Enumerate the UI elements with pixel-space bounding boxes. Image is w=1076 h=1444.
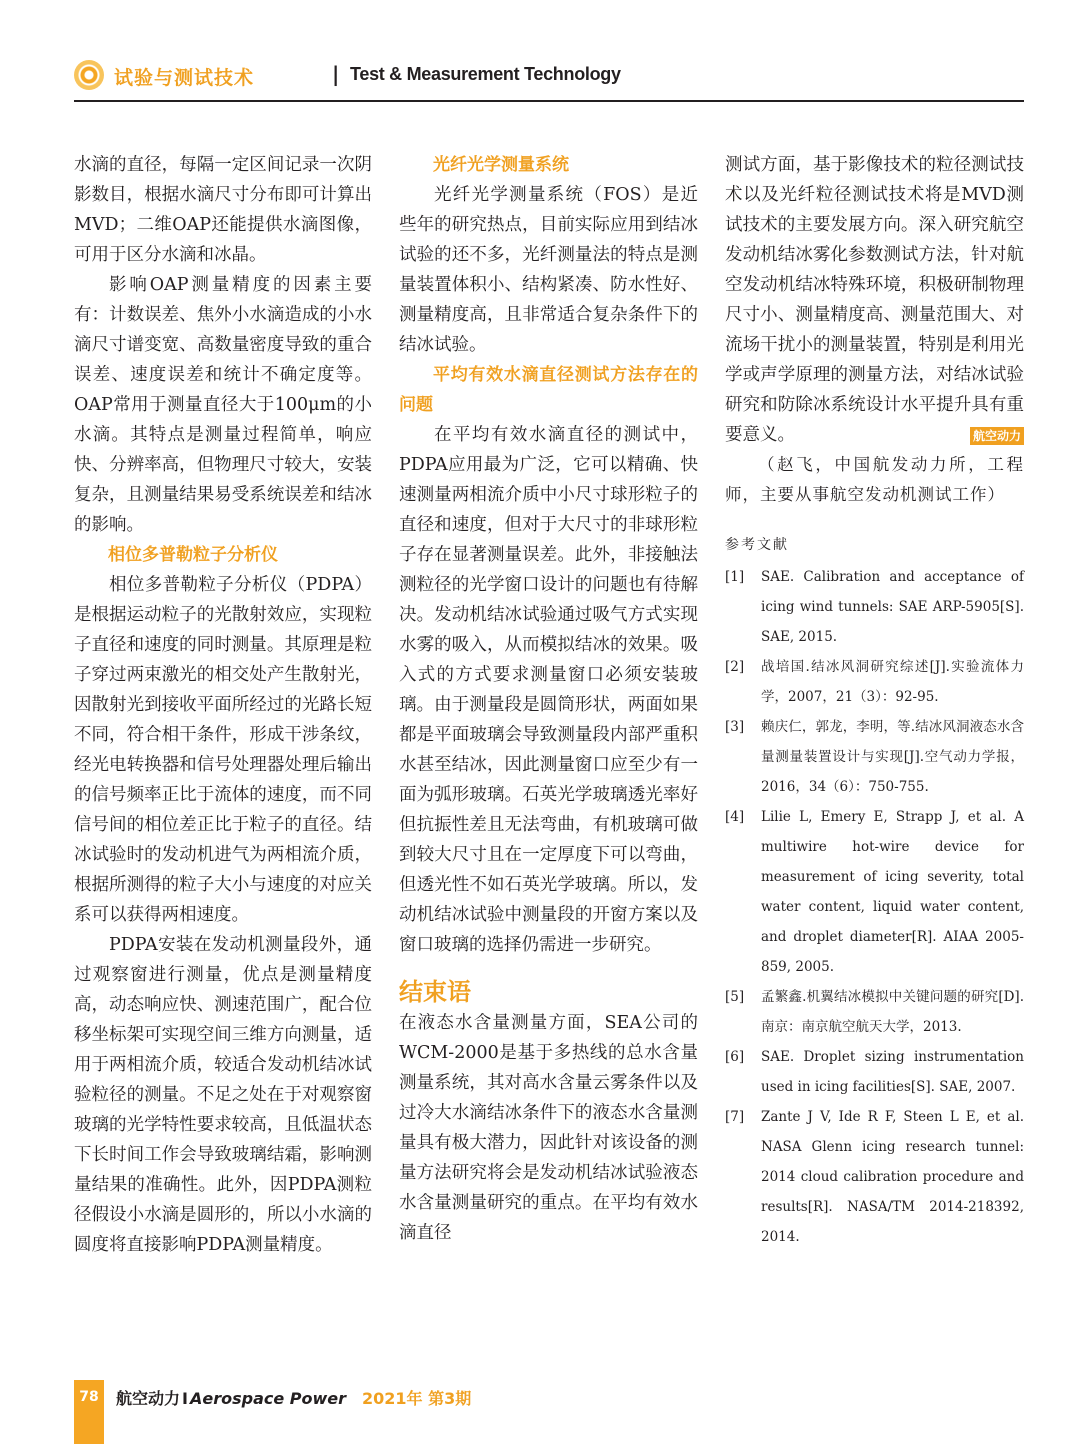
reference-item xyxy=(725,802,1024,982)
column-left xyxy=(74,150,372,1260)
column-right xyxy=(725,150,1024,1252)
reference-item xyxy=(725,712,1024,802)
reference-number: [7] xyxy=(725,1109,745,1125)
paragraph: 相位多普勒粒子分析仪（PDPA）是根据运动粒子的光散射效应，实现粒子直径和速度的同时测量。其原理是粒子穿过两束激光的相交处产生散射光，因散射光到接收平面所经过的光路长短不同，符合相干条件，形成干涉条纹，经光电转换器和信号处理器处理后输出的信号频率正比于流体的速度，而不同信号间的相位差正比于粒子的直径。结冰试验时的发动机进气为两相流介质，根据所测得的粒子大小与速度的对应关系可以获得两相速度。 xyxy=(74,575,372,925)
paragraph xyxy=(725,150,1024,450)
end-mark-badge: 航空动力 xyxy=(970,427,1024,445)
issue-label: 2021年 第3期 xyxy=(362,1389,472,1408)
paragraph: 光纤光学测量系统（FOS）是近些年的研究热点，目前实际应用到结冰试验的还不多，光纤测量法的特点是测量装置体积小、结构紧凑、防水性好、测量精度高，且非常适合复杂条件下的结冰试验。 xyxy=(399,185,698,355)
reference-text: 赖庆仁，郭龙，李明，等.结冰风洞液态水含量测量装置设计与实现[J].空气动力学报，2016，34（6）：750-755. xyxy=(761,719,1024,795)
reference-item xyxy=(725,1042,1024,1102)
reference-item xyxy=(725,1102,1024,1252)
page-number: 78 xyxy=(74,1380,104,1444)
reference-number: [1] xyxy=(725,569,745,585)
references-title: 参考文献 xyxy=(725,537,789,553)
reference-number: [2] xyxy=(725,659,745,675)
section-heading: 结束语 xyxy=(399,978,471,1006)
reference-item xyxy=(725,562,1024,652)
references-list xyxy=(725,562,1024,1252)
paragraph: 影响OAP测量精度的因素主要有：计数误差、焦外小水滴造成的小水滴尺寸谱变宽、高数量密度导致的重合误差、速度误差和统计不确定度等。OAP常用于测量直径大于100μm的小水滴。其特点是测量过程简单，响应快、分辨率高，但物理尺寸较大，安装复杂，且测量结果易受系统误差和结冰的影响。 xyxy=(74,275,372,535)
magazine-name-en: Aerospace Power xyxy=(189,1389,347,1408)
reference-number: [6] xyxy=(725,1049,745,1065)
section-title-cn: 试验与测试技术 xyxy=(114,67,255,89)
paragraph-text: 测试方面，基于影像技术的粒径测试技术以及光纤粒径测试技术将是MVD测试技术的主要发展方向。深入研究航空发动机结冰雾化参数测试方法，针对航空发动机结冰特殊环境，积极研制物理尺寸小、测量精度高、测量范围大、对流场干扰小的测量装置，特别是利用光学或声学原理的测量方法，对结冰试验研究和防除冰系统设计水平提升具有重要意义。 xyxy=(725,155,1024,445)
paragraph: 在液态水含量测量方面，SEA公司的WCM-2000是基于多热线的总水含量测量系统，其对高水含量云雾条件以及过冷大水滴结冰条件下的液态水含量测量具有极大潜力，因此针对该设备的测量方法研究将会是发动机结冰试验液态水含量测量研究的重点。在平均有效水滴直径 xyxy=(399,1013,698,1243)
magazine-name-separator: I xyxy=(182,1389,188,1408)
author-note: （赵飞，中国航发动力所，工程师，主要从事航空发动机测试工作） xyxy=(725,455,1024,504)
magazine-name-cn: 航空动力 xyxy=(116,1389,181,1408)
paragraph: 在平均有效水滴直径的测试中，PDPA应用最为广泛，它可以精确、快速测量两相流介质中小尺寸球形粒子的直径和速度，但对于大尺寸的非球形粒子存在显著测量误差。此外，非接触法测粒径的光学窗口设计的问题也有待解决。发动机结冰试验通过吸气方式实现水雾的吸入，从而模拟结冰的效果。吸入式的方式要求测量窗口必须安装玻璃。由于测量段是圆筒形状，两面如果都是平面玻璃会导致测量段内部严重积水甚至结冰，因此测量窗口应至少有一面为弧形玻璃。石英光学玻璃透光率好但抗振性差且无法弯曲，有机玻璃可做到较大尺寸且在一定厚度下可以弯曲，但透光性不如石英光学玻璃。所以，发动机结冰试验中测量段的开窗方案以及窗口玻璃的选择仍需进一步研究。 xyxy=(399,425,698,955)
subheading: 光纤光学测量系统 xyxy=(433,155,569,175)
magazine-name xyxy=(116,1386,346,1409)
reference-text: Zante J V, Ide R F, Steen L E, et al. NASA Glenn icing research tunnel: 2014 cloud calibration procedure and results[R]. NASA/TM 2014-218392, 2014. xyxy=(761,1109,1024,1245)
paragraph: PDPA安装在发动机测量段外，通过观察窗进行测量，优点是测量精度高，动态响应快、测速范围广，配合位移坐标架可实现空间三维方向测量，适用于两相流介质，较适合发动机结冰试验粒径的测量。不足之处在于对观察窗玻璃的光学特性要求较高，且低温状态下长时间工作会导致玻璃结霜，影响测量结果的准确性。此外，因PDPA测粒径假设小水滴是圆形的，所以小水滴的圆度将直接影响PDPA测量精度。 xyxy=(74,935,372,1255)
section-logo-icon xyxy=(74,60,104,90)
reference-number: [4] xyxy=(725,809,745,825)
subheading: 相位多普勒粒子分析仪 xyxy=(108,545,278,565)
section-title-separator: | xyxy=(332,62,340,86)
reference-text: 孟繁鑫.机翼结冰模拟中关键问题的研究[D].南京：南京航空航天大学，2013. xyxy=(761,989,1024,1035)
paragraph: 水滴的直径，每隔一定区间记录一次阴影数目，根据水滴尺寸分布即可计算出MVD；二维OAP还能提供水滴图像，可用于区分水滴和冰晶。 xyxy=(74,155,372,265)
reference-text: 战培国.结冰风洞研究综述[J].实验流体力学，2007，21（3）：92-95. xyxy=(761,659,1024,705)
reference-item xyxy=(725,652,1024,712)
reference-text: SAE. Droplet sizing instrumentation used in icing facilities[S]. SAE, 2007. xyxy=(761,1049,1024,1095)
reference-item xyxy=(725,982,1024,1042)
reference-number: [5] xyxy=(725,989,745,1005)
page-footer xyxy=(74,1380,1024,1444)
reference-text: Lilie L, Emery E, Strapp J, et al. A multiwire hot-wire device for measurement of icing severity, total water content, liquid water content, and droplet diameter[R]. AIAA 2005-859, 2005. xyxy=(761,809,1024,975)
reference-text: SAE. Calibration and acceptance of icing wind tunnels: SAE ARP-5905[S]. SAE, 2015. xyxy=(761,569,1024,645)
page-header xyxy=(74,58,1024,102)
reference-number: [3] xyxy=(725,719,745,735)
subheading: 平均有效水滴直径测试方法存在的问题 xyxy=(399,365,698,415)
column-middle xyxy=(399,150,698,1248)
section-title-en: Test & Measurement Technology xyxy=(350,64,621,84)
